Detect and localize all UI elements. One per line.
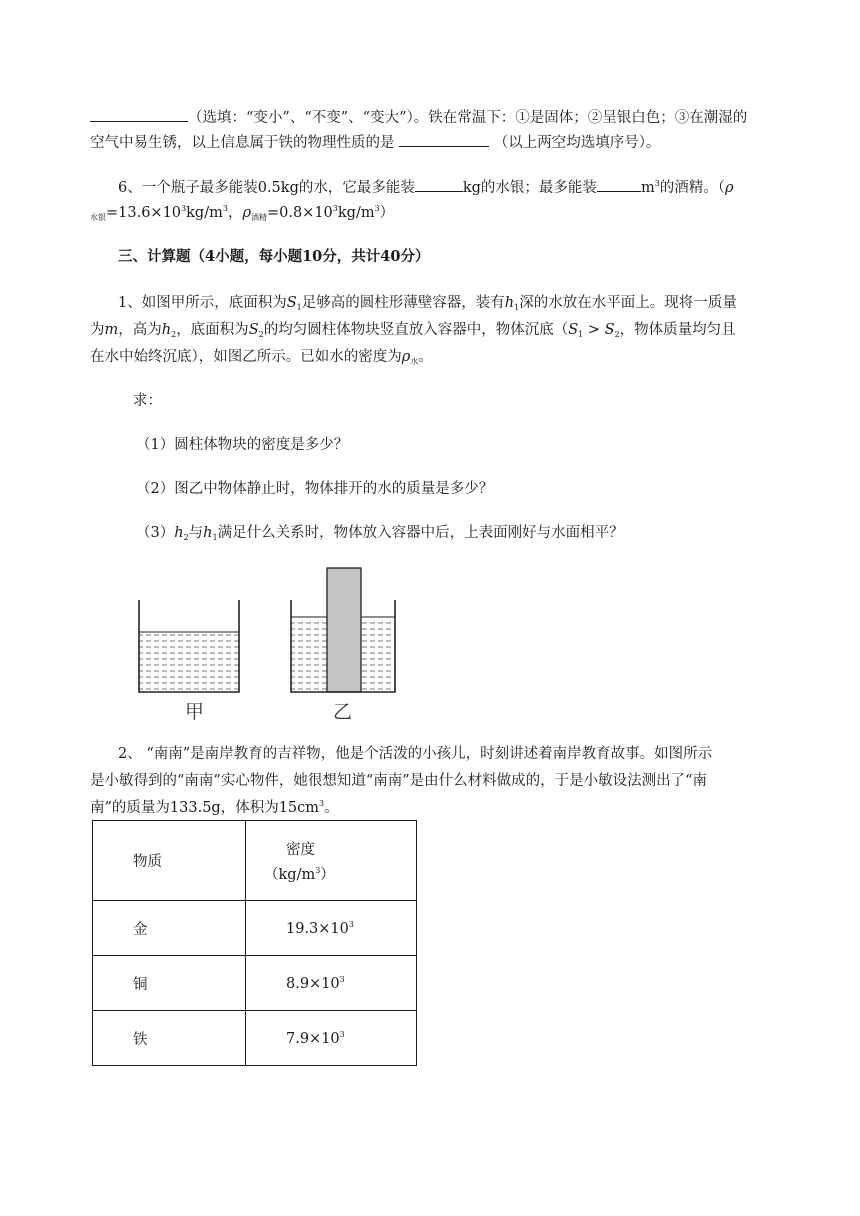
header-density: 密度 $(kg/m^3)$ [246, 821, 417, 901]
answer-blank[interactable] [399, 132, 489, 147]
p2-line-1: 2、 “南南”是南岸教育的吉祥物，他是个活泼的小孩儿，时刻讲述着南岸教育故事。如图所示 [118, 746, 713, 762]
p1-line-1: 1、如图甲所示，底面积为$S_1$足够高的圆柱形薄壁容器，装有$h_1$深的水放在水平面上。现将一质量 [118, 295, 737, 312]
figure-label-yi: 乙 [333, 701, 353, 723]
figure-label-jia: 甲 [185, 701, 205, 723]
p1-line-3: 在水中始终沉底），如图乙所示。已如水的密度为$\rho_水$。 [90, 349, 433, 366]
table-row: 铜 $8.9\times 10^3$ [93, 956, 417, 1011]
table-header-row [93, 821, 417, 901]
section-heading: 三、计算题（4小题，每小题10分，共计40分） [118, 248, 430, 265]
header-substance: 物质 [93, 821, 246, 901]
answer-blank[interactable] [90, 107, 188, 122]
p1-sub-3: $(3)h_2$与$h_1$满足什么关系时，物体放入容器中后，上表面刚好与水面相平？ [136, 525, 624, 542]
p1-sub-2: （2）图乙中物体静止时，物体排开的水的质量是多少？ [136, 481, 494, 497]
p2-line-2: 是小敏得到的“南南”实心物件，她很想知道“南南”是由什么材料做成的，于是小敏设法测出了“南 [90, 773, 708, 789]
p2-line-3: 南”的质量为133.5g，体积为$15cm^3$。 [90, 799, 339, 816]
q5-line-2: 空气中易生锈，以上信息属于铁的物理性质的是 （以上两空均选填序号）。 [90, 131, 660, 152]
density-table [92, 820, 417, 1066]
answer-blank[interactable] [415, 177, 463, 192]
q5-line-1 [90, 106, 747, 127]
table-row: 金 $19.3\times 10^3$ [93, 901, 417, 956]
p1-sub-1: （1）圆柱体物块的密度是多少？ [136, 437, 349, 453]
q6-line-1: 6、一个瓶子最多能装0.5kg的水，它最多能装 kg的水银；最多能装 $m^3$的酒精。（ρ [118, 179, 734, 196]
p1-line-2: 为m，高为$h_2$，底面积为$S_2$的均匀圆柱体物块竖直放入容器中，物体沉底（$S_1 > S_2$，物体质量均匀且 [90, 322, 736, 339]
answer-blank[interactable] [597, 177, 641, 192]
container-figure [130, 560, 410, 725]
cylinder-block [327, 568, 361, 692]
q6-line-2: $_{水银}=13.6\times 10^3kg/m^3$，$\rho_{酒精}=0.8\times 10^3kg/m^3$） [90, 204, 395, 222]
table-row: 铁 $7.9\times 10^3$ [93, 1011, 417, 1066]
q5-text: （选填：“变小”、“不变”、“变大”）。铁在常温下：①是固体；②呈银白色；③在潮湿的 [188, 110, 748, 126]
container-jia [139, 600, 239, 692]
container-yi [291, 568, 395, 692]
p1-ask: 求： [133, 393, 162, 409]
